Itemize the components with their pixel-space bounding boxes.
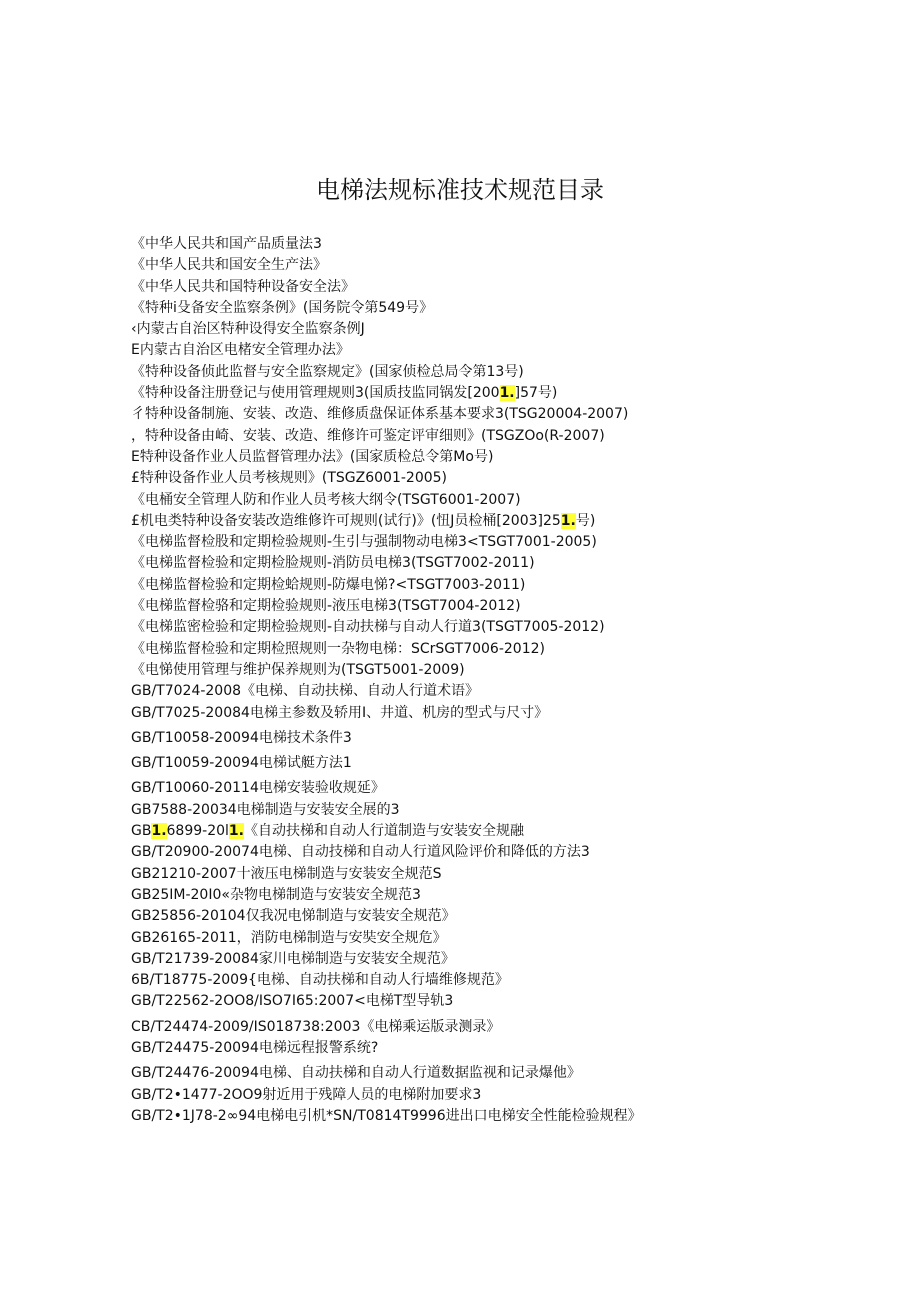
- item-text: GB/T20900-20074电梯、自动技梯和自动人行道风险评价和降低的方法3: [131, 844, 590, 861]
- item-text: GB: [131, 823, 152, 840]
- regulation-item: [131, 468, 891, 489]
- regulation-item: [131, 991, 891, 1012]
- regulation-item: [131, 660, 891, 681]
- regulation-item: [131, 949, 891, 970]
- item-text: £特种设备作业人员考核规则》(TSGZ6001-2005): [131, 470, 448, 487]
- regulation-item: [131, 298, 891, 319]
- item-text: GB/T7025-20084电梯主参数及轿用I、井道、机房的型式与尺寸》: [131, 704, 549, 721]
- regulation-item: [131, 1106, 891, 1127]
- item-text: E内蒙古自治区电楮安全管理办法》: [131, 342, 350, 359]
- item-text: 《电梯监督检股和定期检验规则-生引与强制物动电梯3<TSGT7001-2005): [131, 534, 597, 551]
- regulation-item: [131, 277, 891, 298]
- item-text: 6B/T18775-2009{电梯、自动扶梯和自动人行墙维修规范》: [131, 972, 509, 989]
- item-text: 《电悌使用管理与维护保养规则为(TSGT5001-2009): [131, 661, 465, 678]
- item-text: 《特种设备注册登记与使用管理规则3(国质技监同锅发[200: [131, 385, 500, 402]
- item-text: 《电梯监督检验和定期检脸规则-消防员电梯3(TSGT7002-2011): [131, 555, 535, 572]
- item-text: GB25856-20104仅我况电悌制造与安装安全规范》: [131, 908, 456, 925]
- regulation-item: [131, 821, 891, 842]
- item-text: E特种设备作业人员监督管理办法》(国家质检总令第Mo号): [131, 448, 494, 465]
- regulation-item: [131, 778, 891, 799]
- page-title: 电梯法规标准技术规范目录: [316, 176, 604, 204]
- item-text: GB/T2•1J78-2∞94电梯电引机*SN/T0814T9996进出口电梯安全性能检验规程》: [131, 1107, 642, 1124]
- item-text: 彳特种设备制施、安装、改造、维修质盘保证体系基本要求3(TSG20004-2007): [131, 406, 629, 423]
- item-text: GB/T10059-20094电梯试艇方法1: [131, 755, 352, 772]
- regulation-item: [131, 511, 891, 532]
- item-text: 《特种i殳备安全监察条例》(国务院令第549号》: [131, 299, 434, 316]
- regulation-item: [131, 553, 891, 574]
- item-text: ‹内蒙古自治区特种设得安全监察条例J: [131, 321, 365, 338]
- regulation-item: [131, 703, 891, 724]
- item-text: GB7588-20034电梯制造与安装安全展的3: [131, 801, 400, 818]
- highlighted-text: 1.: [560, 512, 576, 529]
- item-text: 《电梯监密检验和定期检验规则-自动扶梯与自动人行道3(TSGT7005-2012): [131, 619, 605, 636]
- highlighted-text: 1.: [228, 823, 244, 840]
- item-text: 《自动扶梯和自动人行道制造与安装安全规融: [243, 823, 524, 840]
- item-text: GB21210-2007十液压电梯制造与安装安全规范S: [131, 865, 442, 882]
- item-text: 《电梯监督检验和定期检蛤规则-防爆电悌?<TSGT7003-2011): [131, 576, 526, 593]
- item-text: GB/T21739-20084家川电梯制造与安装安全规范》: [131, 950, 455, 967]
- regulation-item: [131, 885, 891, 906]
- regulation-item: [131, 319, 891, 340]
- item-text: 《中华人民共和国特种设备安全法》: [131, 278, 355, 295]
- regulation-item: [131, 362, 891, 383]
- regulation-item: [131, 532, 891, 553]
- regulation-item: [131, 575, 891, 596]
- regulation-item: [131, 596, 891, 617]
- item-text: GB/T2•1477-2OO9射近用于残障人员的电梯附加要求3: [131, 1086, 482, 1103]
- regulation-item: [131, 970, 891, 991]
- regulation-item: [131, 447, 891, 468]
- regulation-item: [131, 800, 891, 821]
- item-text: ]57号): [514, 385, 558, 402]
- highlighted-text: 1.: [151, 823, 167, 840]
- regulation-item: [131, 255, 891, 276]
- regulation-item: [131, 234, 891, 255]
- item-text: GB/T10058-20094电梯技术条件3: [131, 729, 352, 746]
- item-text: £机电类特种设备安装改造维修许可规则(试行)》(忸J员检桶[2003]25: [131, 512, 561, 529]
- item-text: 6899-20l: [166, 823, 229, 840]
- item-text: CB/T24474-2009/IS018738:2003《电梯乘运版录测录》: [131, 1018, 501, 1035]
- regulation-item: [131, 928, 891, 949]
- item-text: GB/T24476-20094电梯、自动扶梯和自动人行道数据监视和记录爆他》: [131, 1065, 581, 1082]
- item-text: 《电梯监督检骆和定期检验规则-液压电梯3(TSGT7004-2012): [131, 598, 521, 615]
- regulation-item: [131, 753, 891, 774]
- regulation-item: [131, 490, 891, 511]
- item-text: GB/T10060-20114电梯安装验收规延》: [131, 780, 385, 797]
- regulation-item: [131, 681, 891, 702]
- regulation-item: [131, 1038, 891, 1059]
- regulation-item: [131, 383, 891, 404]
- item-text: 《电梯监督检验和定期检照规则一杂物电梯：SCrSGT7006-2012): [131, 640, 545, 657]
- item-text: 《特种设备侦此监督与安全监察规定》(国家侦检总局令第13号): [131, 363, 524, 380]
- regulation-item: [131, 906, 891, 927]
- item-text: 《电桶安全管理人防和作业人员考核大纲令(TSGT6001-2007): [131, 491, 521, 508]
- regulation-item: [131, 864, 891, 885]
- regulation-item: [131, 426, 891, 447]
- item-text: 《中华人民共和国产品质量法3: [131, 236, 322, 252]
- item-text: GB/T24475-20094电梯远程报警系统?: [131, 1039, 379, 1056]
- regulation-item: [131, 617, 891, 638]
- regulation-item: [131, 340, 891, 361]
- item-text: GB25IM-20I0«杂物电梯制造与安装安全规范3: [131, 886, 421, 903]
- regulation-item: [131, 1017, 891, 1038]
- regulation-item: [131, 1085, 891, 1106]
- item-text: GB26165-2011，消防电梯制造与安奘安全规危》: [131, 929, 447, 946]
- regulation-list: [131, 234, 891, 1127]
- regulation-item: [131, 639, 891, 660]
- item-text: 号): [575, 512, 596, 529]
- regulation-item: [131, 1063, 891, 1084]
- item-text: ，特种设备由崎、安装、改造、维修许可鉴定评审细则》(TSGZOo(R-2007): [131, 427, 605, 444]
- item-text: GB/T7024-2008《电梯、自动扶梯、自动人行道术语》: [131, 683, 480, 700]
- regulation-item: [131, 842, 891, 863]
- regulation-item: [131, 728, 891, 749]
- highlighted-text: 1.: [499, 385, 515, 402]
- regulation-item: [131, 404, 891, 425]
- item-text: GB/T22562-2OO8/ISO7I65:2007<电梯T型导轨3: [131, 993, 454, 1010]
- item-text: 《中华人民共和国安全生产法》: [131, 257, 327, 274]
